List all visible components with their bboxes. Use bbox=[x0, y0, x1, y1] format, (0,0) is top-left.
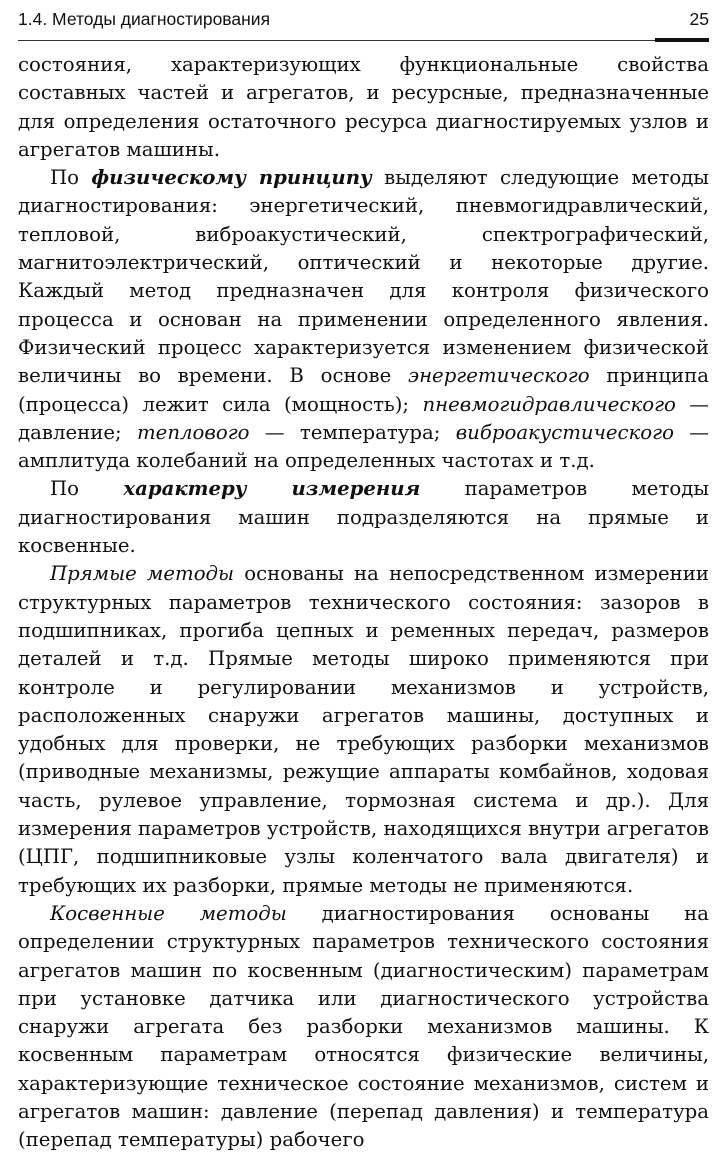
italic-term: Косвенные методы bbox=[50, 901, 287, 925]
italic-term: теплового bbox=[137, 420, 250, 444]
text-run: основаны на непосредственном измерении структурных параметров технического состояния: зазоров в подшипниках, прогиба цепных и ременных передач, размеров деталей и т.д. Прямые методы широко применяются при контроле и регулировании механизмов и устройств, расположенных снаружи агрегатов машины, доступных и удобных для проверки, не требующих разборки механизмов (приводные механизмы, режущие аппараты комбайнов, ходовая часть, рулевое управление, тормозная система и др.). Для измерения параметров устройств, находящихся внутри агрегатов (ЦПГ, подшипниковые узлы коленчатого вала двигателя) и требующих их разборки, прямые методы не применяются. bbox=[18, 562, 709, 897]
paragraph-text: состояния, характеризующих функциональные свойства составных частей и агрегатов, и ресурсные, предназначенные для определения остаточного ресурса диагностируемых узлов и агрегатов машины. bbox=[18, 53, 709, 161]
paragraph-direct-methods bbox=[18, 560, 709, 900]
text-run: выделяют следующие методы диагностирования: энергетический, пневмогидравлический, тепловой, виброакустический, спектрографический, магнитоэлектрический, оптический и некоторые другие. Каждый метод предназначен для контроля физического процесса и основан на применении определенного явления. Физический процесс характеризуется изменением физической величины во времени. В основе bbox=[18, 166, 709, 388]
italic-term: пневмогидравлического bbox=[422, 392, 676, 416]
text-run: принципа (процесса) лежит сила (мощность); bbox=[18, 364, 709, 416]
text-run: — температура; bbox=[249, 420, 456, 444]
text-run: — давление; bbox=[18, 392, 709, 444]
body-text bbox=[18, 51, 709, 1155]
header-rule bbox=[18, 32, 709, 46]
header-rule-thin bbox=[18, 40, 709, 41]
emphasis-term: характеру измерения bbox=[123, 477, 421, 501]
italic-term: энергетического bbox=[408, 364, 590, 388]
page-number: 25 bbox=[689, 9, 709, 29]
paragraph-indirect-methods bbox=[18, 900, 709, 1155]
text-run: — амплитуда колебаний на определенных частотах и т.д. bbox=[18, 420, 709, 473]
text-run: параметров методы диагностирования машин подразделяются на прямые и косвенные. bbox=[18, 477, 709, 558]
text-run: По bbox=[50, 166, 92, 190]
italic-term: виброакустического bbox=[455, 420, 674, 444]
header-rule-thick bbox=[655, 38, 709, 42]
text-run: диагностирования основаны на определении структурных параметров технического состояния агрегатов машин по косвенным (диагностическим) параметрам при установке датчика или диагностического устройства снаружи агрегата без разборки механизмов машины. К косвенным параметрам относятся физические величины, характеризующие техническое состояние механизмов, систем и агрегатов машин: давление (перепад давления) и температура (перепад температуры) рабочего bbox=[18, 901, 709, 1152]
paragraph-continuation bbox=[18, 51, 709, 164]
emphasis-term: физическому принципу bbox=[91, 166, 372, 190]
section-title: 1.4. Методы диагностирования bbox=[18, 9, 271, 29]
paragraph-measurement-nature bbox=[18, 475, 709, 560]
paragraph-physical-principle bbox=[18, 164, 709, 475]
text-run: По bbox=[50, 477, 124, 501]
running-head bbox=[18, 6, 709, 32]
italic-term: Прямые методы bbox=[50, 562, 235, 586]
